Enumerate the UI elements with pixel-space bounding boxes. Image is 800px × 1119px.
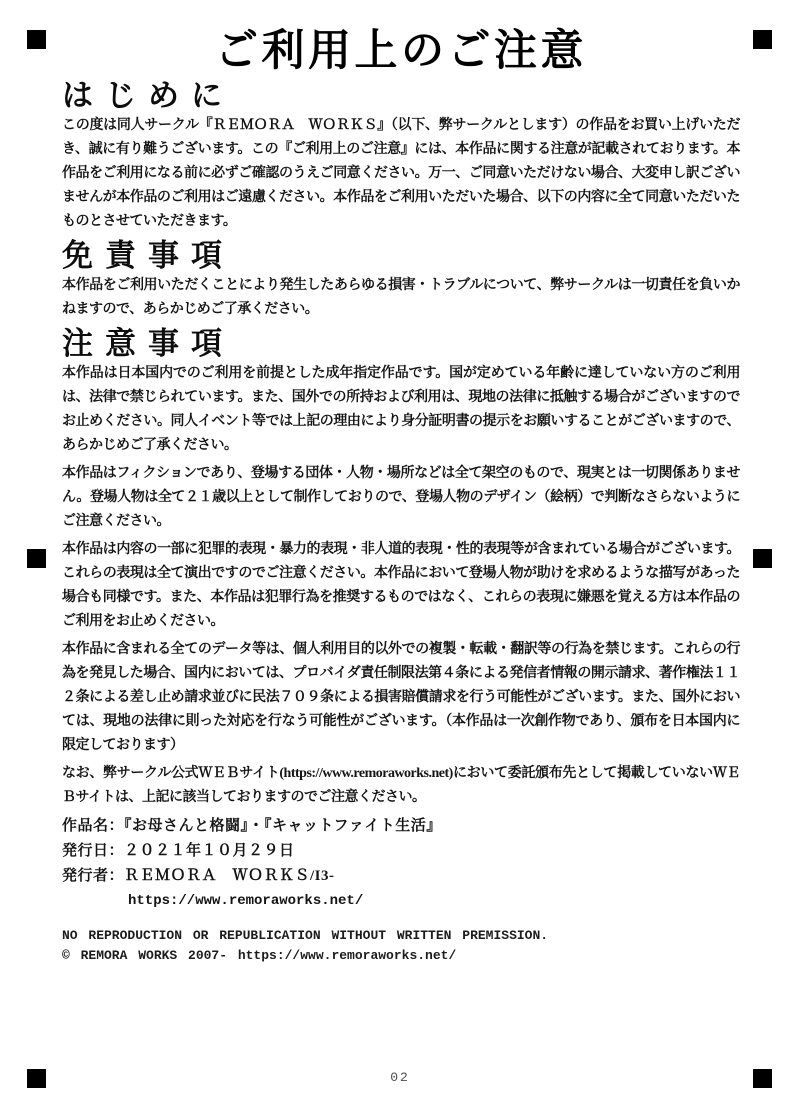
paragraph-disclaimer: 本作品をご利用いただくことにより発生したあらゆる損害・トラブルについて、弊サークルは一切責任を負いかねますので、あらかじめご了承ください。 (62, 278, 740, 317)
publish-date-line: 発行日：２０２１年１０月２９日 (62, 843, 295, 859)
page-number: 02 (390, 1070, 410, 1085)
publisher-line: 発行者：ＲＥＭＯＲＡ ＷＯＲＫＳ/I3- (62, 868, 335, 884)
section-heading-introduction: はじめに (62, 78, 234, 113)
section-heading-disclaimer: 免責事項 (62, 238, 234, 273)
copyright-line: © REMORA WORKS 2007- https://www.remoraworks.net/ (62, 948, 457, 963)
section-disclaimer (62, 238, 740, 322)
colophon (62, 814, 740, 914)
paragraph-fiction: 本作品はフィクションであり、登場する団体・人物・場所などは全て架空のもので、現実とは一切関係ありません。登場人物は全て２１歳以上として制作しておりので、登場人物のデザイン（絵柄）で判断なさらないようにご注意ください。 (62, 466, 740, 529)
work-title-line: 作品名：『お母さんと格闘』・『キャットファイト生活』 (62, 818, 442, 834)
registration-mark-middle-left (27, 549, 46, 568)
paragraph-introduction: この度は同人サークル『ＲＥＭＯＲＡ ＷＯＲＫＳ』（以下、弊サークルとします）の作品をお買い上げいただき、誠に有り難うございます。この『ご利用上のご注意』には、本作品に関する注意が記載されております。本作品をご利用になる前に必ずご確認のうえご同意ください。万一、ご同意いただけない場合、大変申し訳ございませんが本作品のご利用はご遠慮ください。本作品をご利用いただいた場合、以下の内容に全て同意いただいたものとさせていただきます。 (62, 118, 740, 229)
paragraph-adult-rating: 本作品は日本国内でのご利用を前提とした成年指定作品です。国が定めている年齢に達していない方のご利用は、法律で禁じられています。また、国外での所持および利用は、現地の法律に抵触する場合がございますのでお止めください。同人イベント等では上記の理由により身分証明書の提示をお願いすることがございますので、あらかじめご了承ください。 (62, 366, 740, 453)
registration-mark-middle-right (753, 549, 772, 568)
registration-mark-top-left (27, 30, 46, 49)
paragraph-expressions: 本作品は内容の一部に犯罪的表現・暴力的表現・非人道的表現・性的表現等が含まれている場合がございます。これらの表現は全て演出ですのでご注意ください。本作品において登場人物が助けを求めるような描写があった場合も同様です。また、本作品は犯罪行為を推奨するものではなく、これらの表現に嫌悪を覚える方は本作品のご利用をお止めください。 (62, 542, 740, 629)
section-heading-cautions: 注意事項 (62, 326, 234, 361)
no-reproduction-line: NO REPRODUCTION OR REPUBLICATION WITHOUT WRITTEN PREMISSION. (62, 928, 549, 943)
page-title: ご利用上のご注意 (215, 28, 587, 75)
publisher-url: https://www.remoraworks.net/ (128, 893, 364, 909)
section-introduction (62, 78, 740, 234)
copyright-notice (62, 926, 740, 966)
section-cautions (62, 326, 740, 810)
registration-mark-top-right (753, 30, 772, 49)
paragraph-official-website: なお、弊サークル公式ＷＥＢサイト(https://www.remoraworks.net)において委託頒布先として掲載していないＷＥＢサイトは、上記に該当しておりますのでご注意ください。 (62, 766, 740, 805)
paragraph-copy-prohibition: 本作品に含まれる全てのデータ等は、個人利用目的以外での複製・転載・翻訳等の行為を禁じます。これらの行為を発見した場合、国内においては、プロバイダ責任制限法第４条による発信者情報の開示請求、著作権法１１２条による差し止め請求並びに民法７０９条による損害賠償請求を行う可能性がございます。また、国外においては、現地の法律に則った対応を行なう可能性がございます。（本作品は一次創作物であり、頒布を日本国内に限定しております） (62, 642, 740, 753)
